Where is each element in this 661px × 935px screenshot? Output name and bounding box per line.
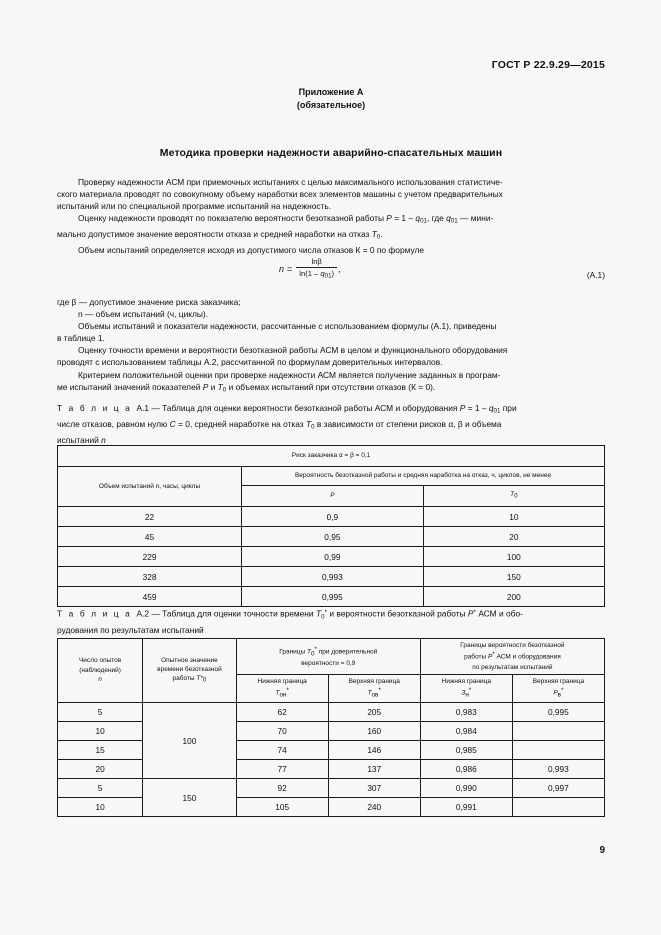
sub1-T: T	[275, 690, 280, 697]
paragraph-6-line-2	[57, 381, 605, 397]
cell-upper-probability: 0,995	[512, 703, 604, 722]
den-post: )	[331, 269, 335, 278]
table-row-header-1	[58, 467, 605, 486]
p2-text-b: = 1 –	[391, 213, 416, 224]
cell-lower-probability: 0,984	[420, 722, 512, 741]
cell-observations: 5	[58, 779, 143, 798]
cell-observations: 5	[58, 703, 143, 722]
t1-symbol-n: n	[101, 434, 106, 445]
table-row	[58, 779, 605, 798]
symbol-T-2-sub: 0	[222, 386, 227, 394]
cell-lower-time: 77	[236, 760, 328, 779]
cell-mtbf: 200	[423, 587, 604, 607]
sub2-sup: *	[378, 687, 381, 695]
t1-caption-g: испытаний	[57, 434, 102, 445]
col-subheader-P	[242, 486, 424, 507]
t1-symbol-C: C	[169, 418, 176, 429]
table-row	[58, 741, 605, 760]
col-header-experimental-time	[143, 639, 236, 703]
symbol-T: T	[371, 229, 377, 240]
appendix-heading	[57, 86, 605, 111]
g2-sup: *	[492, 651, 495, 659]
p6-text-a: ме испытаний значений показателей	[57, 381, 203, 392]
group-header-probability-bounds	[420, 639, 604, 675]
paragraph-4-line-2: в таблице 1.	[57, 333, 105, 344]
col-header-group: Вероятность безотказной работы и средняя наработка на отказ, ч, циклов, не менее	[242, 467, 605, 486]
table-1-body	[58, 507, 605, 607]
cell-upper-time: 240	[328, 798, 420, 817]
g2-pre: работы	[464, 654, 488, 662]
sub1-sub: он	[279, 691, 287, 699]
p2-text-a: Оценку надежности проводят по показателю вероятности безотказной работы	[78, 213, 387, 224]
t1-symbol-T-sub: 0	[311, 423, 315, 431]
cell-lower-probability: 0,991	[420, 798, 512, 817]
symbol-P-2: P	[202, 381, 209, 392]
body-text-2	[57, 296, 605, 396]
table-row-risk-header	[58, 446, 605, 467]
cell-lower-probability: 0,983	[420, 703, 512, 722]
cell-experimental-time: 100	[143, 703, 236, 779]
g2-line-1: Границы вероятности безотказной	[460, 642, 565, 649]
g2-post: АСМ и оборудования	[494, 654, 561, 662]
g1-T: T	[307, 648, 311, 656]
cell-volume: 229	[58, 547, 242, 567]
exp-line-1: Опытное значение	[161, 656, 218, 664]
formula-comma: ,	[338, 263, 341, 274]
table-2-caption-line-1	[57, 607, 605, 624]
col-header-observations	[58, 639, 143, 703]
group-header-time-bounds	[236, 639, 420, 675]
sub2-line-1: Верхняя граница	[348, 677, 400, 685]
t2-symbol-T: T	[315, 608, 322, 619]
paragraph-6-line-1: Критерием положительной оценки при проверке надежности АСМ является получение заданных в програм-	[78, 369, 501, 380]
cell-probability: 0,95	[242, 527, 424, 547]
symbol-q-2-sub: 01	[450, 218, 458, 226]
where-line-2: n — объем испытаний (ч, циклы).	[78, 309, 209, 320]
g2-P: P	[487, 654, 493, 662]
cell-upper-time: 307	[328, 779, 420, 798]
cell-mtbf: 20	[423, 527, 604, 547]
symbol-T-2: T	[217, 381, 223, 392]
paragraph-4-line-1: Объемы испытаний и показатели надежности, рассчитанные с использованием формулы (А.1), приведены	[78, 321, 497, 332]
den-q: q	[320, 269, 325, 278]
cell-lower-time: 70	[236, 722, 328, 741]
formula-equals: =	[287, 263, 293, 274]
cell-mtbf: 10	[423, 507, 604, 527]
sub4-sup: *	[560, 687, 564, 695]
g1-sup: *	[314, 645, 317, 653]
where-line-1: где β — допустимое значение риска заказчика;	[57, 297, 241, 307]
table-1-caption-line-3	[57, 434, 605, 446]
g1-sub: 0	[310, 650, 315, 658]
g2-line-3: по результатам испытаний	[472, 663, 553, 671]
paragraph-5-line-2: проводят с использованием таблицы А.2, рассчитанной по формулам доверительных интервалов.	[57, 357, 443, 368]
subheader-P-symbol: P	[330, 492, 335, 500]
table-1-caption-line-2	[57, 418, 605, 434]
body-text	[57, 176, 605, 256]
subheader-T-sub: 0	[514, 493, 518, 501]
cell-upper-probability	[512, 798, 604, 817]
sub3-sup: *	[468, 687, 472, 695]
page-number: 9	[599, 845, 605, 856]
cell-lower-probability: 0,985	[420, 741, 512, 760]
table-1-caption-line-1	[57, 402, 605, 418]
sub3-sub: н	[465, 691, 469, 699]
sub4-T: P	[553, 690, 558, 697]
symbol-T-sub: 0	[376, 233, 381, 241]
cell-upper-time: 146	[328, 741, 420, 760]
paragraph-1-line-3: испытаний или по специальной программе испытаний на надежность.	[57, 201, 332, 212]
table-row	[58, 587, 605, 607]
table-row	[58, 507, 605, 527]
cell-lower-time: 105	[236, 798, 328, 817]
sub1-line-1: Нижняя граница	[257, 677, 307, 685]
symbol-q-2: q	[446, 213, 451, 224]
cell-upper-time: 137	[328, 760, 420, 779]
p2b-text-b: .	[380, 229, 383, 240]
t2-symbol-T-sup: *	[324, 609, 328, 616]
t1-caption-a: — Таблица для оценки вероятности безотказной работы АСМ и оборудования	[149, 403, 460, 413]
obs-line-3: n	[98, 676, 102, 684]
paragraph-5-line-1: Оценку точности времени и вероятности безотказной работы АСМ в целом и функционального оборудования	[78, 345, 508, 356]
risk-header-cell: Риск заказчика α = β = 0,1	[58, 446, 605, 467]
subheader-lower-time	[236, 674, 328, 702]
formula-lhs: n	[279, 263, 285, 274]
p6-text-b: и	[208, 381, 218, 392]
exp-line-3-sub: 0	[202, 677, 207, 685]
cell-experimental-time: 150	[143, 779, 236, 817]
sub2-sub: ов	[371, 691, 379, 699]
table-2-body	[58, 703, 605, 817]
t1-caption-c: при	[500, 403, 517, 413]
t2-symbol-P: P	[467, 608, 474, 619]
cell-upper-time: 205	[328, 703, 420, 722]
table-1-caption	[57, 402, 605, 446]
subheader-lower-probability	[420, 674, 512, 702]
t2-symbol-P-sup: *	[473, 609, 476, 616]
symbol-P: P	[386, 213, 392, 224]
obs-line-1: Число опытов	[78, 657, 122, 665]
cell-observations: 10	[58, 722, 143, 741]
cell-lower-probability: 0,986	[420, 760, 512, 779]
p6-text-c: и объемах испытаний при отсутствии отказов (К = 0).	[226, 381, 436, 392]
cell-volume: 45	[58, 527, 242, 547]
sub3-line-1: Нижняя граница	[441, 677, 491, 685]
t1-caption-d: числе отказов, равном нулю	[57, 418, 170, 429]
table-row	[58, 527, 605, 547]
den-q-sub: 01	[324, 272, 332, 280]
g1-post: при доверительной	[316, 648, 378, 656]
formula-a1	[279, 257, 341, 281]
table-2-caption-line-2: рудования по результатам испытаний	[57, 624, 204, 635]
col-subheader-T0	[423, 486, 604, 507]
sub1-sup: *	[286, 687, 289, 695]
formula-row	[57, 257, 605, 293]
table-accuracy-estimation	[57, 638, 605, 817]
g1-pre: Границы	[279, 648, 307, 656]
cell-probability: 0,99	[242, 547, 424, 567]
paragraph-1-line-1: Проверку надежности АСМ при приемочных испытаниях с целью максимального использования статистиче-	[78, 177, 503, 187]
table-row	[58, 703, 605, 722]
page-title: Методика проверки надежности аварийно-спасательных машин	[159, 147, 503, 159]
table-2-row-header-1	[58, 639, 605, 675]
appendix-obligation: (обязательное)	[296, 99, 366, 110]
table-row	[58, 798, 605, 817]
col-header-volume: Объем испытаний n, часы, циклы	[58, 467, 242, 507]
cell-upper-time: 160	[328, 722, 420, 741]
cell-volume: 22	[58, 507, 242, 527]
symbol-q: q	[415, 213, 421, 224]
t2-symbol-T-sub: 0	[321, 613, 325, 621]
cell-mtbf: 150	[423, 567, 604, 587]
appendix-label: Приложение А	[298, 87, 364, 97]
g1-line-2: вероятности = 0,9	[301, 659, 356, 667]
sub4-sub: в	[557, 691, 561, 699]
t1-caption-b: = 1 –	[465, 403, 489, 413]
cell-upper-probability: 0,993	[512, 760, 604, 779]
table-row	[58, 760, 605, 779]
cell-lower-time: 62	[236, 703, 328, 722]
standard-header: ГОСТ Р 22.9.29—2015	[491, 59, 605, 71]
table-row	[58, 722, 605, 741]
paragraph-3: Объем испытаний определяется исходя из допустимого числа отказов К = 0 по формуле	[78, 244, 425, 255]
symbol-q-sub: 01	[420, 218, 427, 226]
cell-mtbf: 100	[423, 547, 604, 567]
cell-probability: 0,995	[242, 587, 424, 607]
sub3-T: З	[461, 690, 466, 697]
paragraph-2-line-2	[57, 228, 605, 244]
t2-caption-number: А.2	[136, 608, 150, 619]
t2-caption-b: и вероятности безотказной работы	[327, 608, 468, 619]
sub4-line-1: Верхняя граница	[532, 677, 585, 685]
table-row	[58, 547, 605, 567]
formula-fraction	[296, 257, 337, 281]
subheader-T-symbol: T	[510, 491, 515, 499]
table-row	[58, 567, 605, 587]
cell-volume: 328	[58, 567, 242, 587]
exp-line-3-T: T*	[196, 675, 203, 683]
cell-observations: 10	[58, 798, 143, 817]
paragraph-2-line-1	[57, 212, 605, 228]
sub2-T: T	[367, 690, 372, 697]
t1-caption-number: А.1	[136, 403, 150, 413]
cell-volume: 459	[58, 587, 242, 607]
t2-caption-a: — Таблица для оценки точности времени	[149, 608, 316, 619]
cell-upper-probability	[512, 722, 604, 741]
paragraph-1-line-2: ского материала проводят по совокупному объему наработки всех элементов машины с учетом предварительных	[57, 189, 503, 200]
cell-observations: 15	[58, 741, 143, 760]
t2-caption-label: Т а б л и ц а	[57, 608, 132, 619]
p2-text-c: , где	[426, 213, 447, 224]
t1-symbol-q-sub: 01	[493, 407, 501, 415]
cell-observations: 20	[58, 760, 143, 779]
obs-line-2: (наблюдений)	[79, 666, 121, 674]
t2-caption-c: АСМ и обо-	[476, 608, 523, 619]
t1-caption-e: = 0, средней наработке на отказ	[175, 418, 306, 429]
cell-lower-probability: 0,990	[420, 779, 512, 798]
p2b-text-a: мально допустимое значение вероятности отказа и средней наработки на отказ	[57, 229, 372, 240]
p2-text-d: — мини-	[457, 213, 494, 224]
page-content	[57, 0, 605, 935]
cell-upper-probability: 0,997	[512, 779, 604, 798]
subheader-upper-time	[328, 674, 420, 702]
exp-line-3-pre: работы	[172, 675, 197, 683]
cell-upper-probability	[512, 741, 604, 760]
cell-lower-time: 74	[236, 741, 328, 760]
exp-line-2: времени безотказной	[157, 666, 222, 673]
den-pre: ln(1 –	[299, 269, 321, 278]
cell-probability: 0,9	[242, 507, 424, 527]
t1-caption-f: в зависимости от степени рисков α, β и объема	[314, 418, 502, 429]
t1-caption-label: Т а б л и ц а	[57, 403, 132, 413]
formula-number: (А.1)	[586, 270, 605, 280]
table-reliability-probability	[57, 445, 605, 607]
t1-symbol-q: q	[488, 403, 494, 413]
formula-denominator	[296, 267, 337, 281]
t1-symbol-T: T	[305, 418, 312, 429]
t1-symbol-P: P	[459, 403, 466, 413]
cell-lower-time: 92	[236, 779, 328, 798]
subheader-upper-probability	[512, 674, 604, 702]
table-2-caption	[57, 607, 605, 636]
cell-probability: 0,993	[242, 567, 424, 587]
formula-numerator: lnβ	[311, 257, 322, 266]
